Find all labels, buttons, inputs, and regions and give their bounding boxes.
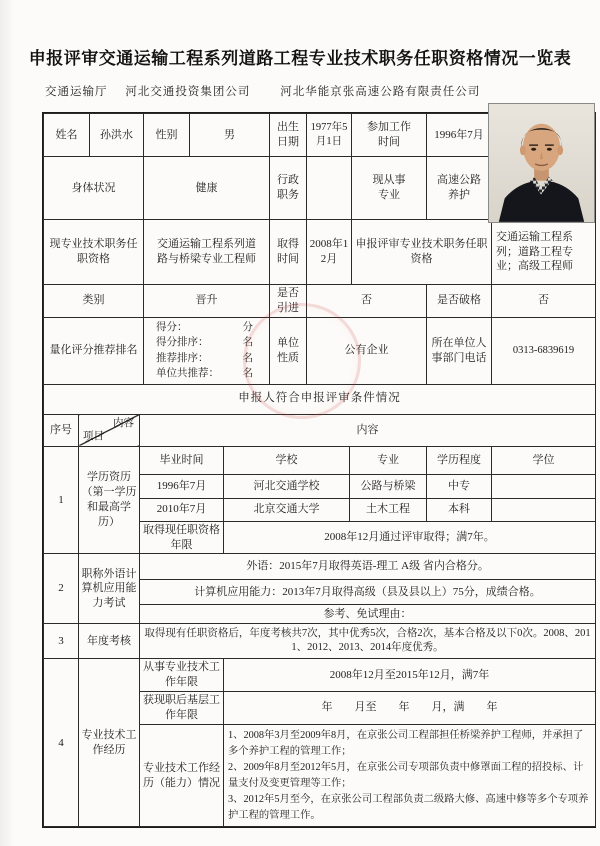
education-col-header: 专业 — [350, 446, 427, 474]
experience-detail-value — [224, 724, 596, 827]
edu-grad-time: 2010年7月 — [140, 498, 224, 521]
work-years-value: 2008年12月至2015年12月，满7年 — [224, 659, 596, 692]
annual-assessment-value: 取得现有任职资格后，年度考核共7次，其中优秀5次，合格2次，基本合格及以下0次。2008、2011、2012、2013、2014年度优秀。 — [140, 624, 596, 659]
health-label: 身体状况 — [44, 157, 144, 220]
portrait-illustration — [489, 104, 594, 222]
unit-type-value: 公有企业 — [307, 317, 427, 384]
edu-major: 公路与桥梁 — [350, 474, 427, 498]
computer-result: 计算机应用能力：2013年7月取得高级（县及县以上）75分，成绩合格。 — [140, 580, 596, 605]
unit-type-label: 单位性质 — [270, 317, 307, 384]
conditions-table — [43, 414, 596, 828]
education-col-header: 学历程度 — [427, 446, 492, 474]
tenure-label: 取得现任职资格年限 — [140, 521, 224, 554]
edu-school: 北京交通大学 — [224, 498, 350, 521]
score-line: 单位共推荐： 名 — [156, 367, 253, 379]
admin-post-value — [307, 157, 352, 220]
score-line: 推荐排序： 名 — [156, 352, 253, 364]
table-row — [44, 220, 596, 285]
import-label: 是否引进 — [270, 285, 307, 318]
hr-phone-value: 0313-6839619 — [492, 317, 596, 384]
table-header-row — [44, 414, 596, 446]
edu-major: 土木工程 — [350, 498, 427, 521]
conditions-banner: 申报人符合申报评审条件情况 — [44, 384, 596, 414]
header-diagonal-cell — [79, 414, 140, 446]
current-field-value: 高速公路养护 — [427, 157, 492, 220]
score-line: 得分排序： 名 — [156, 337, 253, 349]
section-no: 4 — [44, 659, 79, 827]
table-row — [44, 554, 596, 580]
foreign-language-result: 外语：2015年7月取得英语-理工 A级 省内合格分。 — [140, 554, 596, 580]
work-start-label: 参加工作时间 — [352, 114, 427, 157]
hr-phone-label: 所在单位人事部门电话 — [427, 317, 492, 384]
edu-school: 河北交通学校 — [224, 474, 350, 498]
table-row — [44, 317, 596, 384]
org-company: 河北华能京张高速公路有限责任公司 — [280, 86, 481, 98]
experience-section-label: 专业技术工作经历 — [79, 659, 140, 827]
category-value: 晋升 — [144, 285, 270, 318]
seq-header: 序号 — [44, 414, 79, 446]
applicant-photo — [488, 103, 595, 223]
annual-section-label: 年度考核 — [79, 624, 140, 659]
obtain-time-label: 取得时间 — [270, 220, 307, 285]
work-years-label: 从事专业技术工作年限 — [140, 659, 224, 692]
edu-degree — [492, 498, 596, 521]
experience-item: 3、2012年5月至今，在京张公司工程部负责二级路大修、高速中修等多个专项养护工程的管理工作。 — [228, 793, 589, 821]
exempt-reason: 参考、免试理由： — [140, 605, 596, 624]
education-section-label: 学历资历（第一学历和最高学历） — [79, 446, 140, 554]
table-row — [44, 446, 596, 474]
experience-detail-label: 专业技术工作经历（能力）情况 — [140, 724, 224, 827]
current-qualification-label: 现专业技术职务任职资格 — [44, 220, 144, 285]
import-value: 否 — [307, 285, 427, 318]
score-lines — [144, 317, 270, 384]
obtain-time-value: 2008年12月 — [307, 220, 352, 285]
edu-level: 本科 — [427, 498, 492, 521]
current-field-label: 现从事专业 — [352, 157, 427, 220]
content-header-label: 内容 — [113, 417, 134, 429]
category-label: 类别 — [44, 285, 144, 318]
edu-level: 中专 — [427, 474, 492, 498]
section-no: 2 — [44, 554, 79, 624]
edu-degree — [492, 474, 596, 498]
grassroots-years-label: 获现职后基层工作年限 — [140, 692, 224, 725]
birth-label: 出生日期 — [270, 114, 307, 157]
gender-value: 男 — [190, 114, 270, 157]
exception-value: 否 — [492, 285, 596, 318]
org-dept: 交通运输厅 — [45, 86, 108, 98]
name-value: 孙洪水 — [90, 114, 144, 157]
health-value: 健康 — [144, 157, 270, 220]
page-title: 申报评审交通运输工程系列道路工程专业技术职务任职资格情况一览表 — [28, 49, 572, 68]
grassroots-years-value: 年 月至 年 月，满 年 — [224, 692, 596, 725]
admin-post-label: 行政职务 — [270, 157, 307, 220]
tenure-value: 2008年12月通过评审取得；满7年。 — [224, 521, 596, 554]
name-label: 姓名 — [44, 114, 90, 157]
apply-qualification-label: 申报评审专业技术职务任职资格 — [352, 220, 492, 285]
education-col-header: 学位 — [492, 446, 596, 474]
score-line: 得分： 分 — [156, 322, 253, 334]
education-col-header: 学校 — [224, 446, 350, 474]
table-row — [44, 624, 596, 659]
section-no: 3 — [44, 624, 79, 659]
section-no: 1 — [44, 446, 79, 554]
table-row — [44, 659, 596, 692]
experience-item: 1、2008年3月至2009年8月，在京张公司工程部担任桥梁养护工程师，并承担了多个养护工程的管理工作； — [228, 729, 584, 757]
org-group: 河北交通投资集团公司 — [125, 86, 251, 98]
exam-section-label: 职称外语计算机应用能力考试 — [79, 554, 140, 624]
current-qualification-value: 交通运输工程系列道路与桥梁专业工程师 — [144, 220, 270, 285]
experience-item: 2、2009年8月至2012年5月，在京张公司专项部负责中修罩面工程的招投标、计量支付及变更管理等工作； — [228, 761, 584, 789]
exception-label: 是否破格 — [427, 285, 492, 318]
apply-qualification-value: 交通运输工程系列；道路工程专业；高级工程师 — [492, 220, 596, 285]
table-row — [44, 384, 596, 414]
edu-grad-time: 1996年7月 — [140, 474, 224, 498]
organization-line — [45, 83, 480, 99]
table-row — [44, 285, 596, 318]
gender-label: 性别 — [144, 114, 190, 157]
work-start-value: 1996年7月 — [427, 114, 492, 157]
birth-value: 1977年5月1日 — [307, 114, 352, 157]
content-header: 内容 — [140, 414, 596, 446]
item-header-label: 项目 — [83, 430, 104, 442]
score-label: 量化评分推荐排名 — [44, 317, 144, 384]
education-col-header: 毕业时间 — [140, 446, 224, 474]
